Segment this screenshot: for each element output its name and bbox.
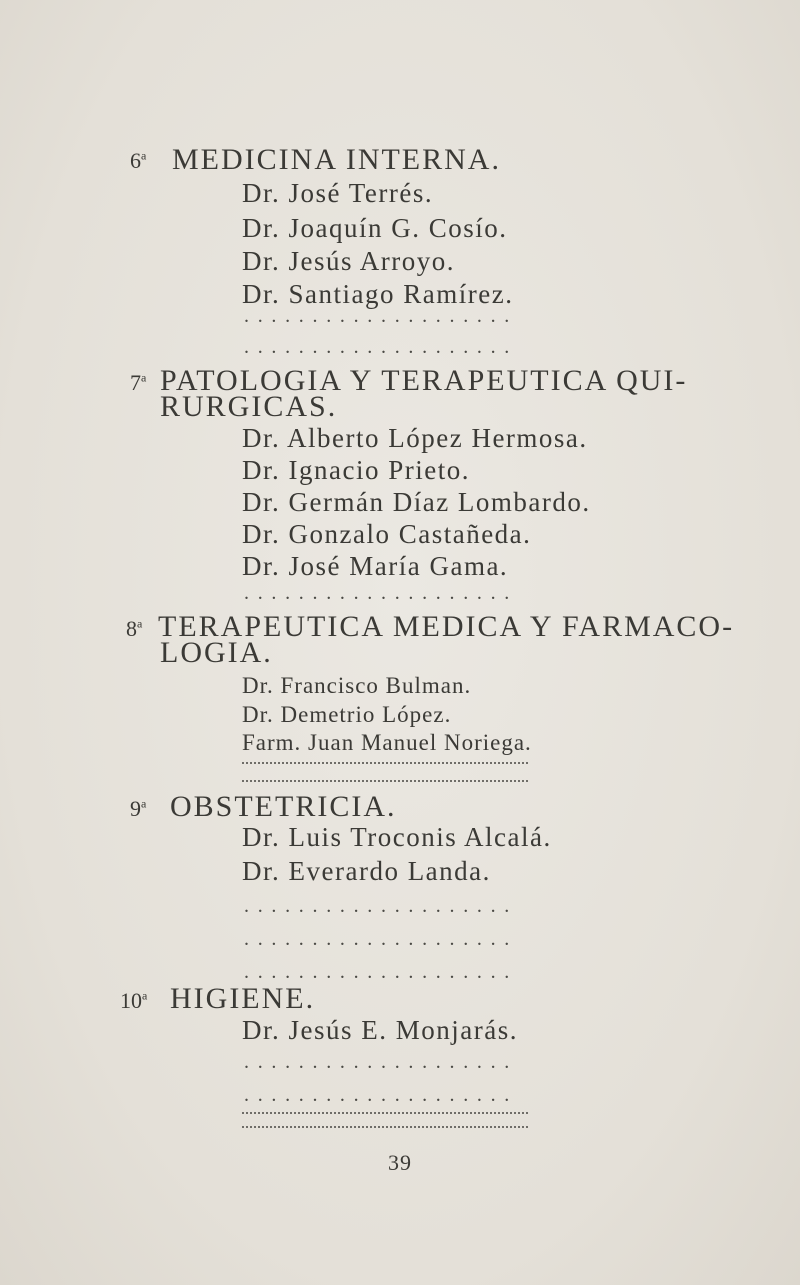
section-title-continuation: LOGIA. <box>160 636 273 669</box>
dotted-rule <box>242 762 528 764</box>
member-name: Dr. Santiago Ramírez. <box>242 279 514 309</box>
dotted-rule <box>242 1126 528 1128</box>
section-number: 9$^a$ <box>130 796 147 821</box>
section-title-continuation: RURGICAS. <box>160 390 338 423</box>
dot-leader: .................... <box>244 1051 518 1073</box>
dot-leader: .................... <box>244 961 518 983</box>
section-title: TERAPEUTICA MEDICA Y FARMACO- <box>158 610 735 643</box>
dot-leader: .................... <box>244 928 518 950</box>
member-name: Dr. Germán Díaz Lombardo. <box>242 487 591 517</box>
member-name: Dr. Ignacio Prieto. <box>242 455 470 485</box>
section-title: OBSTETRICIA. <box>170 790 397 823</box>
member-name: Dr. Jesús E. Monjarás. <box>242 1015 518 1045</box>
member-name: Dr. Jesús Arroyo. <box>242 246 455 276</box>
member-name: Dr. Joaquín G. Cosío. <box>242 213 508 243</box>
section-title: MEDICINA INTERNA. <box>172 143 501 176</box>
section-number: 6$^a$ <box>130 148 147 173</box>
section-number: 7$^a$ <box>130 370 147 395</box>
page-number: 39 <box>388 1150 412 1175</box>
section-number: 10$^a$ <box>120 988 148 1013</box>
dot-leader: .................... <box>244 895 518 917</box>
member-name: Dr. Alberto López Hermosa. <box>242 423 588 453</box>
member-name: Dr. Francisco Bulman. <box>242 673 472 698</box>
dotted-rule <box>242 780 528 782</box>
member-name: Dr. José María Gama. <box>242 551 509 581</box>
member-name: Dr. Luis Troconis Alcalá. <box>242 822 552 852</box>
dot-leader: .................... <box>244 1084 518 1106</box>
dotted-rule <box>242 1112 528 1114</box>
member-name: Farm. Juan Manuel Noriega. <box>242 730 532 755</box>
member-name: Dr. Everardo Landa. <box>242 856 491 886</box>
section-title: HIGIENE. <box>170 982 316 1015</box>
dot-leader: .................... <box>244 336 518 358</box>
dot-leader: .................... <box>244 305 518 327</box>
member-name: Dr. José Terrés. <box>242 178 434 208</box>
section-title: PATOLOGIA Y TERAPEUTICA QUI- <box>160 364 688 397</box>
dot-leader: .................... <box>244 582 518 604</box>
member-name: Dr. Gonzalo Castañeda. <box>242 519 532 549</box>
member-name: Dr. Demetrio López. <box>242 702 452 727</box>
section-number: 8$^a$ <box>126 616 143 641</box>
